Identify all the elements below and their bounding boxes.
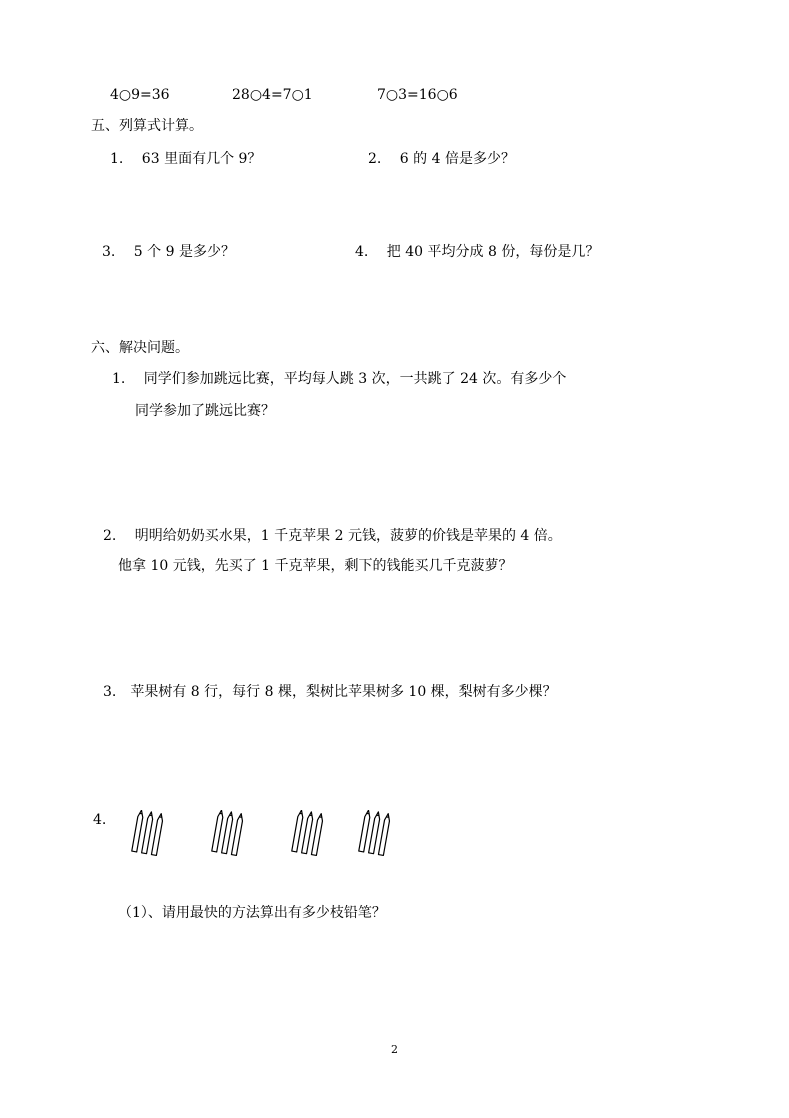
- pencil-group-2-icon: [210, 810, 250, 858]
- page-number: 2: [391, 1043, 398, 1056]
- problem-4-number: 4.: [93, 812, 107, 828]
- section-6-heading: 六、解决问题。: [91, 340, 189, 356]
- compare-item-1: 4○9=36: [110, 87, 170, 103]
- problem-1-line-2: 同学参加了跳远比赛？: [135, 403, 275, 419]
- problem-4-subquestion-1: （1）、请用最快的方法算出有多少枝铅笔？: [118, 905, 386, 921]
- compare-item-2: 28○4=7○1: [232, 87, 313, 103]
- pencil-group-3-icon: [290, 810, 330, 858]
- section-5-question-2: 2. 6 的 4 倍是多少？: [368, 151, 515, 167]
- problem-1-line-1: 1. 同学们参加跳远比赛，平均每人跳 3 次，一共跳了 24 次。有多少个: [112, 371, 567, 387]
- section-5-question-4: 4. 把 40 平均分成 8 份，每份是几？: [355, 244, 600, 260]
- section-5-question-1: 1. 63 里面有几个 9？: [110, 151, 262, 167]
- pencil-group-1-icon: [130, 810, 170, 858]
- problem-2-line-1: 2. 明明给奶奶买水果，1 千克苹果 2 元钱，菠萝的价钱是苹果的 4 倍。: [103, 528, 562, 544]
- pencil-group-4-icon: [357, 810, 397, 858]
- problem-3: 3. 苹果树有 8 行，每行 8 棵，梨树比苹果树多 10 棵，梨树有多少棵？: [103, 684, 557, 700]
- section-5-question-3: 3. 5 个 9 是多少？: [102, 244, 235, 260]
- problem-2-line-2: 他拿 10 元钱，先买了 1 千克苹果，剩下的钱能买几千克菠萝？: [118, 558, 513, 574]
- section-5-heading: 五、列算式计算。: [91, 118, 203, 134]
- compare-item-3: 7○3=16○6: [377, 87, 458, 103]
